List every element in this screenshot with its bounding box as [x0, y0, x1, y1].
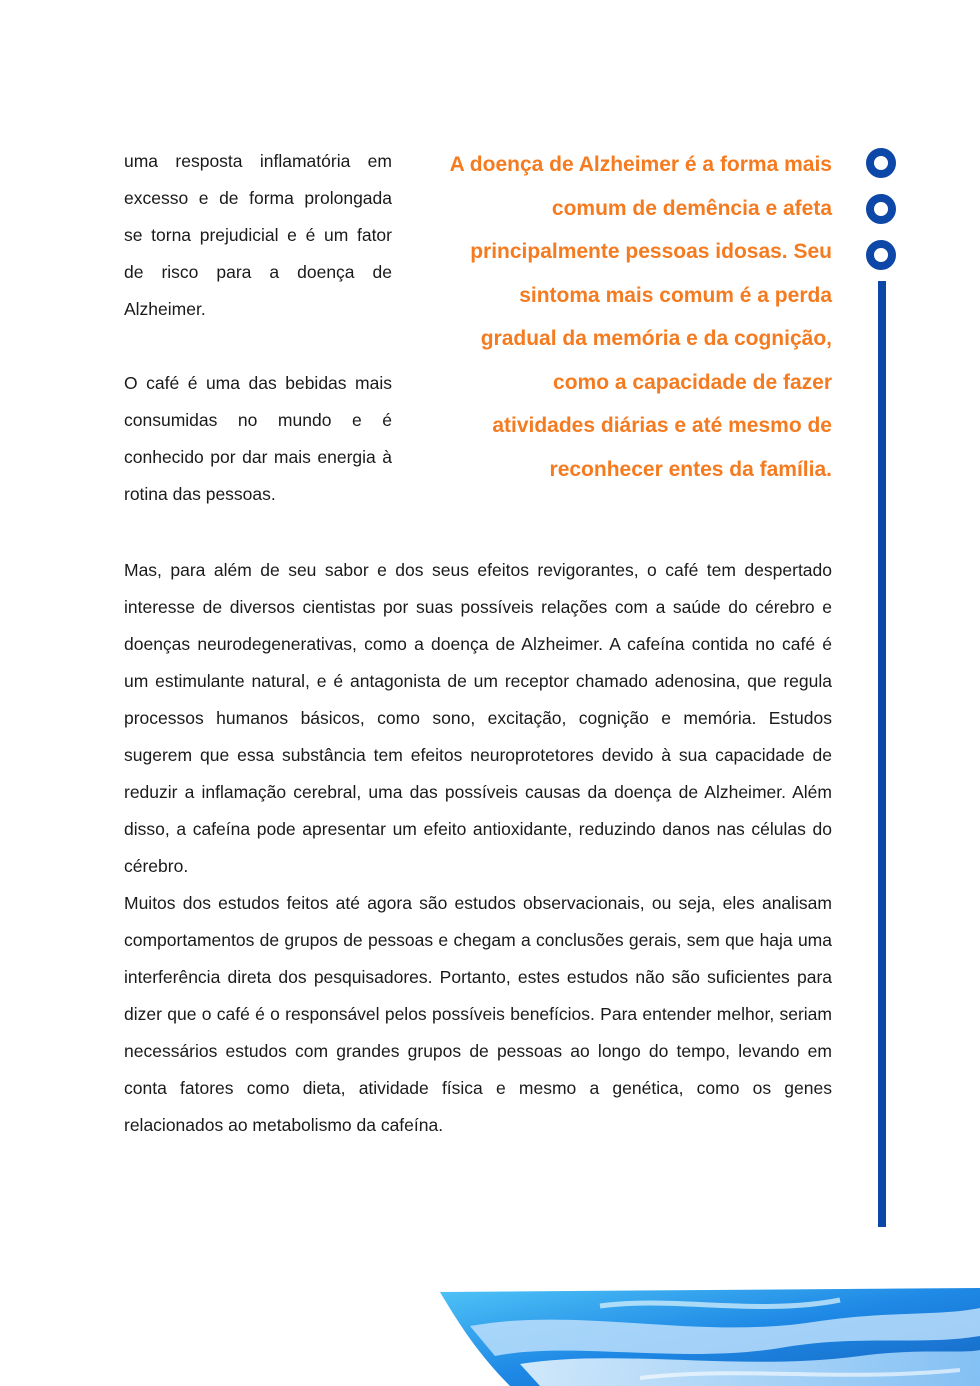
vertical-accent-bar	[878, 281, 886, 1227]
ring-icon	[866, 194, 896, 224]
body-paragraph-1: Mas, para além de seu sabor e dos seus efeitos revigorantes, o café tem despertado interesse de diversos cientistas por suas possíveis relações com a saúde do cérebro e doenças neurodegenerativas, como a doença de Alzheimer. A cafeína contida no café é um estimulante natural, e é antagonista de um receptor chamado adenosina, que regula processos humanos básicos, como sono, excitação, cognição e memória. Estudos sugerem que essa substância tem efeitos neuroprotetores devido à sua capacidade de reduzir a inflamação cerebral, uma das possíveis causas da doença de Alzheimer. Além disso, a cafeína pode apresentar um efeito antioxidante, reduzindo danos nas células do cérebro.	[124, 560, 832, 876]
left-column	[124, 143, 392, 513]
body-text	[124, 552, 832, 1144]
left-paragraph-2: O café é uma das bebidas mais consumidas no mundo e é conhecido por dar mais energia à rotina das pessoas.	[124, 373, 392, 504]
body-paragraph-2: Muitos dos estudos feitos até agora são estudos observacionais, ou seja, eles analisam comportamentos de grupos de pessoas e chegam a conclusões gerais, sem que haja uma interferência direta dos pesquisadores. Portanto, estes estudos não são suficientes para dizer que o café é o responsável pelos possíveis benefícios. Para entender melhor, seriam necessários estudos com grandes grupos de pessoas ao longo do tempo, levando em conta fatores como dieta, atividade física e mesmo a genética, como os genes relacionados ao metabolismo da cafeína.	[124, 893, 832, 1135]
ring-icon	[866, 148, 896, 178]
ring-icon	[866, 240, 896, 270]
decorative-wave	[440, 1286, 980, 1386]
highlight-quote: A doença de Alzheimer é a forma mais comum de demência e afeta principalmente pessoas idosas. Seu sintoma mais comum é a perda gradual da memória e da cognição, como a capacidade de fazer atividades diárias e até mesmo de reconhecer entes da família.	[449, 153, 832, 481]
left-paragraph-1: uma resposta inflamatória em excesso e de forma prolongada se torna prejudicial e é um fator de risco para a doença de Alzheimer.	[124, 151, 392, 319]
